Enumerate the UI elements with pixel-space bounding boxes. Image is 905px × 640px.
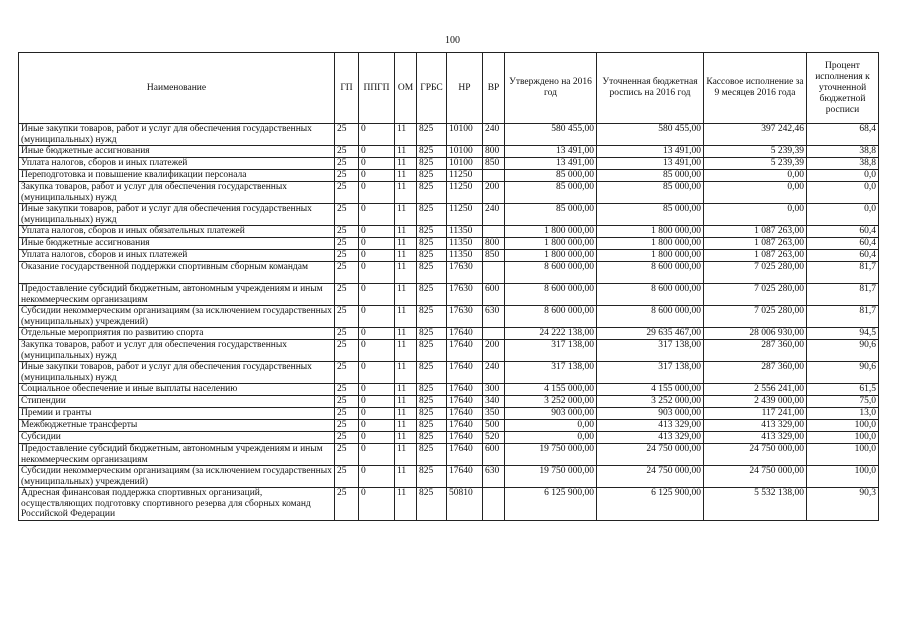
cell-cash: 0,00 (704, 170, 807, 182)
cell-cash: 1 087 263,00 (704, 250, 807, 262)
cell-ppgp: 0 (359, 262, 395, 284)
cell-om: 11 (395, 146, 417, 158)
cell-np: 17640 (447, 444, 483, 466)
cell-gp: 25 (335, 226, 359, 238)
cell-np: 11250 (447, 170, 483, 182)
cell-om: 11 (395, 432, 417, 444)
cell-ppgp: 0 (359, 328, 395, 340)
cell-vr: 500 (483, 420, 505, 432)
cell-refined: 24 750 000,00 (597, 444, 704, 466)
cell-name: Иные закупки товаров, работ и услуг для обеспечения государственных (муниципальных) нужд (19, 124, 335, 146)
cell-refined: 6 125 900,00 (597, 488, 704, 521)
cell-grbs: 825 (417, 466, 447, 488)
cell-om: 11 (395, 124, 417, 146)
cell-ppgp: 0 (359, 182, 395, 204)
cell-approved: 85 000,00 (505, 204, 597, 226)
header-percent: Процент исполнения к уточненной бюджетной росписи (807, 53, 879, 124)
cell-vr: 850 (483, 250, 505, 262)
cell-percent: 81,7 (807, 262, 879, 284)
cell-grbs: 825 (417, 226, 447, 238)
cell-grbs: 825 (417, 432, 447, 444)
cell-cash: 397 242,46 (704, 124, 807, 146)
cell-approved: 19 750 000,00 (505, 444, 597, 466)
cell-percent: 100,0 (807, 420, 879, 432)
cell-percent: 90,6 (807, 340, 879, 362)
cell-om: 11 (395, 396, 417, 408)
cell-percent: 38,8 (807, 158, 879, 170)
cell-gp: 25 (335, 384, 359, 396)
table-row (19, 420, 879, 432)
cell-grbs: 825 (417, 182, 447, 204)
cell-refined: 8 600 000,00 (597, 306, 704, 328)
cell-vr: 240 (483, 124, 505, 146)
cell-ppgp: 0 (359, 420, 395, 432)
cell-gp: 25 (335, 170, 359, 182)
cell-name: Уплата налогов, сборов и иных платежей (19, 158, 335, 170)
cell-approved: 6 125 900,00 (505, 488, 597, 521)
header-refined: Уточненная бюджетная роспись на 2016 год (597, 53, 704, 124)
cell-om: 11 (395, 340, 417, 362)
table-row (19, 444, 879, 466)
cell-cash: 1 087 263,00 (704, 226, 807, 238)
cell-ppgp: 0 (359, 284, 395, 306)
cell-percent: 0,0 (807, 182, 879, 204)
header-ppgp: ППГП (359, 53, 395, 124)
cell-refined: 13 491,00 (597, 146, 704, 158)
cell-cash: 28 006 930,00 (704, 328, 807, 340)
cell-np: 11250 (447, 182, 483, 204)
cell-vr: 340 (483, 396, 505, 408)
cell-gp: 25 (335, 262, 359, 284)
cell-percent: 0,0 (807, 170, 879, 182)
cell-name: Закупка товаров, работ и услуг для обеспечения государственных (муниципальных) нужд (19, 182, 335, 204)
cell-gp: 25 (335, 124, 359, 146)
cell-percent: 100,0 (807, 432, 879, 444)
cell-vr (483, 328, 505, 340)
cell-ppgp: 0 (359, 204, 395, 226)
cell-percent: 61,5 (807, 384, 879, 396)
cell-grbs: 825 (417, 284, 447, 306)
cell-grbs: 825 (417, 158, 447, 170)
cell-vr: 520 (483, 432, 505, 444)
cell-grbs: 825 (417, 146, 447, 158)
cell-refined: 8 600 000,00 (597, 284, 704, 306)
cell-percent: 68,4 (807, 124, 879, 146)
cell-ppgp: 0 (359, 124, 395, 146)
cell-gp: 25 (335, 284, 359, 306)
cell-ppgp: 0 (359, 146, 395, 158)
cell-om: 11 (395, 362, 417, 384)
page-number: 100 (445, 35, 460, 46)
cell-approved: 317 138,00 (505, 340, 597, 362)
cell-refined: 85 000,00 (597, 204, 704, 226)
header-om: ОМ (395, 53, 417, 124)
cell-vr: 630 (483, 306, 505, 328)
cell-om: 11 (395, 408, 417, 420)
cell-approved: 8 600 000,00 (505, 284, 597, 306)
cell-refined: 903 000,00 (597, 408, 704, 420)
cell-approved: 13 491,00 (505, 158, 597, 170)
cell-cash: 5 532 138,00 (704, 488, 807, 521)
cell-cash: 2 556 241,00 (704, 384, 807, 396)
cell-percent: 0,0 (807, 204, 879, 226)
cell-gp: 25 (335, 182, 359, 204)
cell-vr: 800 (483, 146, 505, 158)
cell-np: 10100 (447, 158, 483, 170)
table-row (19, 124, 879, 146)
cell-gp: 25 (335, 204, 359, 226)
cell-cash: 287 360,00 (704, 340, 807, 362)
cell-np: 17640 (447, 328, 483, 340)
cell-approved: 24 222 138,00 (505, 328, 597, 340)
cell-approved: 580 455,00 (505, 124, 597, 146)
cell-percent: 81,7 (807, 306, 879, 328)
cell-np: 11350 (447, 238, 483, 250)
cell-om: 11 (395, 158, 417, 170)
cell-approved: 1 800 000,00 (505, 226, 597, 238)
cell-approved: 317 138,00 (505, 362, 597, 384)
cell-vr: 350 (483, 408, 505, 420)
cell-grbs: 825 (417, 306, 447, 328)
cell-cash: 0,00 (704, 204, 807, 226)
table-row (19, 306, 879, 328)
cell-gp: 25 (335, 146, 359, 158)
cell-grbs: 825 (417, 170, 447, 182)
cell-om: 11 (395, 250, 417, 262)
cell-approved: 0,00 (505, 420, 597, 432)
cell-cash: 5 239,39 (704, 146, 807, 158)
cell-grbs: 825 (417, 408, 447, 420)
cell-grbs: 825 (417, 328, 447, 340)
cell-name: Адресная финансовая поддержка спортивных организаций, осуществляющих подготовку спортивного резерва для сборных команд Российской Федерации (19, 488, 335, 521)
cell-vr: 600 (483, 444, 505, 466)
table-row (19, 466, 879, 488)
cell-ppgp: 0 (359, 408, 395, 420)
cell-name: Предоставление субсидий бюджетным, автономным учреждениям и иным некоммерческим организациям (19, 284, 335, 306)
cell-refined: 3 252 000,00 (597, 396, 704, 408)
cell-ppgp: 0 (359, 170, 395, 182)
cell-name: Иные закупки товаров, работ и услуг для обеспечения государственных (муниципальных) нужд (19, 362, 335, 384)
cell-cash: 1 087 263,00 (704, 238, 807, 250)
cell-cash: 0,00 (704, 182, 807, 204)
cell-ppgp: 0 (359, 250, 395, 262)
cell-name: Оказание государственной поддержки спортивным сборным командам (19, 262, 335, 284)
cell-om: 11 (395, 328, 417, 340)
cell-cash: 2 439 000,00 (704, 396, 807, 408)
header-vr: ВР (483, 53, 505, 124)
cell-gp: 25 (335, 250, 359, 262)
cell-om: 11 (395, 204, 417, 226)
cell-percent: 100,0 (807, 444, 879, 466)
cell-grbs: 825 (417, 362, 447, 384)
table-row (19, 488, 879, 521)
cell-ppgp: 0 (359, 226, 395, 238)
table-row (19, 262, 879, 284)
cell-cash: 24 750 000,00 (704, 444, 807, 466)
cell-percent: 90,6 (807, 362, 879, 384)
cell-name: Иные бюджетные ассигнования (19, 238, 335, 250)
cell-refined: 413 329,00 (597, 420, 704, 432)
cell-om: 11 (395, 226, 417, 238)
cell-np: 17640 (447, 420, 483, 432)
cell-grbs: 825 (417, 444, 447, 466)
cell-name: Иные бюджетные ассигнования (19, 146, 335, 158)
cell-approved: 0,00 (505, 432, 597, 444)
cell-om: 11 (395, 488, 417, 521)
cell-vr (483, 262, 505, 284)
header-approved: Утверждено на 2016 год (505, 53, 597, 124)
table-row (19, 408, 879, 420)
cell-ppgp: 0 (359, 158, 395, 170)
cell-gp: 25 (335, 466, 359, 488)
cell-gp: 25 (335, 396, 359, 408)
table-row (19, 158, 879, 170)
cell-gp: 25 (335, 408, 359, 420)
cell-grbs: 825 (417, 396, 447, 408)
cell-approved: 8 600 000,00 (505, 306, 597, 328)
cell-np: 17630 (447, 262, 483, 284)
cell-approved: 4 155 000,00 (505, 384, 597, 396)
table-row (19, 396, 879, 408)
cell-refined: 4 155 000,00 (597, 384, 704, 396)
table-row (19, 170, 879, 182)
cell-np: 17640 (447, 408, 483, 420)
cell-vr: 200 (483, 340, 505, 362)
cell-refined: 1 800 000,00 (597, 238, 704, 250)
cell-name: Закупка товаров, работ и услуг для обеспечения государственных (муниципальных) нужд (19, 340, 335, 362)
cell-np: 17640 (447, 432, 483, 444)
cell-percent: 75,0 (807, 396, 879, 408)
cell-cash: 413 329,00 (704, 432, 807, 444)
table-row (19, 204, 879, 226)
cell-grbs: 825 (417, 488, 447, 521)
cell-gp: 25 (335, 432, 359, 444)
table-header-row (19, 53, 879, 124)
cell-gp: 25 (335, 340, 359, 362)
cell-approved: 1 800 000,00 (505, 238, 597, 250)
cell-name: Уплата налогов, сборов и иных платежей (19, 250, 335, 262)
cell-gp: 25 (335, 362, 359, 384)
cell-refined: 29 635 467,00 (597, 328, 704, 340)
cell-approved: 8 600 000,00 (505, 262, 597, 284)
cell-om: 11 (395, 262, 417, 284)
cell-percent: 100,0 (807, 466, 879, 488)
cell-np: 10100 (447, 124, 483, 146)
cell-np: 17640 (447, 384, 483, 396)
cell-gp: 25 (335, 420, 359, 432)
cell-cash: 7 025 280,00 (704, 306, 807, 328)
cell-vr: 850 (483, 158, 505, 170)
cell-grbs: 825 (417, 420, 447, 432)
cell-percent: 13,0 (807, 408, 879, 420)
cell-approved: 19 750 000,00 (505, 466, 597, 488)
cell-grbs: 825 (417, 262, 447, 284)
cell-approved: 903 000,00 (505, 408, 597, 420)
cell-vr: 800 (483, 238, 505, 250)
table-row (19, 284, 879, 306)
cell-vr: 300 (483, 384, 505, 396)
cell-grbs: 825 (417, 250, 447, 262)
cell-ppgp: 0 (359, 466, 395, 488)
cell-gp: 25 (335, 158, 359, 170)
cell-gp: 25 (335, 328, 359, 340)
cell-approved: 3 252 000,00 (505, 396, 597, 408)
cell-np: 17630 (447, 284, 483, 306)
cell-percent: 60,4 (807, 226, 879, 238)
header-cash: Кассовое исполнение за 9 месяцев 2016 года (704, 53, 807, 124)
cell-vr (483, 226, 505, 238)
table-row (19, 432, 879, 444)
cell-vr (483, 488, 505, 521)
cell-ppgp: 0 (359, 396, 395, 408)
cell-refined: 1 800 000,00 (597, 226, 704, 238)
cell-np: 11250 (447, 204, 483, 226)
cell-gp: 25 (335, 488, 359, 521)
cell-vr: 630 (483, 466, 505, 488)
header-grbs: ГРБС (417, 53, 447, 124)
cell-cash: 413 329,00 (704, 420, 807, 432)
cell-approved: 1 800 000,00 (505, 250, 597, 262)
cell-vr: 600 (483, 284, 505, 306)
cell-gp: 25 (335, 306, 359, 328)
cell-cash: 7 025 280,00 (704, 284, 807, 306)
cell-cash: 5 239,39 (704, 158, 807, 170)
table-row (19, 146, 879, 158)
cell-ppgp: 0 (359, 384, 395, 396)
cell-om: 11 (395, 384, 417, 396)
cell-grbs: 825 (417, 384, 447, 396)
cell-np: 17640 (447, 396, 483, 408)
cell-np: 11350 (447, 250, 483, 262)
cell-ppgp: 0 (359, 432, 395, 444)
cell-np: 10100 (447, 146, 483, 158)
cell-refined: 413 329,00 (597, 432, 704, 444)
budget-table (18, 52, 879, 521)
header-np: НР (447, 53, 483, 124)
cell-cash: 24 750 000,00 (704, 466, 807, 488)
cell-gp: 25 (335, 238, 359, 250)
cell-ppgp: 0 (359, 488, 395, 521)
cell-vr (483, 170, 505, 182)
header-gp: ГП (335, 53, 359, 124)
cell-refined: 85 000,00 (597, 182, 704, 204)
cell-ppgp: 0 (359, 238, 395, 250)
cell-ppgp: 0 (359, 444, 395, 466)
cell-cash: 7 025 280,00 (704, 262, 807, 284)
cell-name: Иные закупки товаров, работ и услуг для обеспечения государственных (муниципальных) нужд (19, 204, 335, 226)
cell-refined: 13 491,00 (597, 158, 704, 170)
cell-grbs: 825 (417, 124, 447, 146)
cell-grbs: 825 (417, 340, 447, 362)
cell-vr: 240 (483, 362, 505, 384)
cell-refined: 8 600 000,00 (597, 262, 704, 284)
table-row (19, 340, 879, 362)
cell-cash: 117 241,00 (704, 408, 807, 420)
cell-np: 17640 (447, 340, 483, 362)
cell-om: 11 (395, 466, 417, 488)
table-row (19, 182, 879, 204)
cell-name: Предоставление субсидий бюджетным, автономным учреждениям и иным некоммерческим организациям (19, 444, 335, 466)
table-row (19, 384, 879, 396)
cell-gp: 25 (335, 444, 359, 466)
cell-np: 17630 (447, 306, 483, 328)
cell-om: 11 (395, 170, 417, 182)
cell-np: 11350 (447, 226, 483, 238)
cell-np: 50810 (447, 488, 483, 521)
cell-om: 11 (395, 420, 417, 432)
table-row (19, 362, 879, 384)
cell-cash: 287 360,00 (704, 362, 807, 384)
cell-refined: 85 000,00 (597, 170, 704, 182)
cell-np: 17640 (447, 466, 483, 488)
cell-ppgp: 0 (359, 306, 395, 328)
cell-percent: 60,4 (807, 238, 879, 250)
cell-name: Премии и гранты (19, 408, 335, 420)
cell-om: 11 (395, 306, 417, 328)
cell-percent: 38,8 (807, 146, 879, 158)
cell-name: Субсидии некоммерческим организациям (за исключением государственных (муниципальных) учреждений) (19, 306, 335, 328)
cell-percent: 81,7 (807, 284, 879, 306)
cell-grbs: 825 (417, 204, 447, 226)
cell-ppgp: 0 (359, 340, 395, 362)
cell-refined: 24 750 000,00 (597, 466, 704, 488)
cell-name: Переподготовка и повышение квалификации персонала (19, 170, 335, 182)
cell-approved: 85 000,00 (505, 182, 597, 204)
cell-percent: 60,4 (807, 250, 879, 262)
cell-refined: 317 138,00 (597, 362, 704, 384)
cell-percent: 90,3 (807, 488, 879, 521)
cell-ppgp: 0 (359, 362, 395, 384)
cell-refined: 580 455,00 (597, 124, 704, 146)
cell-om: 11 (395, 238, 417, 250)
cell-refined: 317 138,00 (597, 340, 704, 362)
cell-name: Уплата налогов, сборов и иных обязательных платежей (19, 226, 335, 238)
cell-name: Отдельные мероприятия по развитию спорта (19, 328, 335, 340)
cell-om: 11 (395, 284, 417, 306)
cell-percent: 94,5 (807, 328, 879, 340)
table-row (19, 238, 879, 250)
cell-vr: 200 (483, 182, 505, 204)
cell-refined: 1 800 000,00 (597, 250, 704, 262)
cell-approved: 85 000,00 (505, 170, 597, 182)
cell-name: Субсидии некоммерческим организациям (за исключением государственных (муниципальных) учреждений) (19, 466, 335, 488)
cell-om: 11 (395, 182, 417, 204)
cell-om: 11 (395, 444, 417, 466)
table-row (19, 250, 879, 262)
table-body (19, 124, 879, 521)
cell-grbs: 825 (417, 238, 447, 250)
cell-vr: 240 (483, 204, 505, 226)
cell-name: Стипендии (19, 396, 335, 408)
cell-name: Субсидии (19, 432, 335, 444)
table-row (19, 328, 879, 340)
cell-approved: 13 491,00 (505, 146, 597, 158)
table-row (19, 226, 879, 238)
cell-np: 17640 (447, 362, 483, 384)
header-name: Наименование (19, 53, 335, 124)
cell-name: Межбюджетные трансферты (19, 420, 335, 432)
cell-name: Социальное обеспечение и иные выплаты населению (19, 384, 335, 396)
